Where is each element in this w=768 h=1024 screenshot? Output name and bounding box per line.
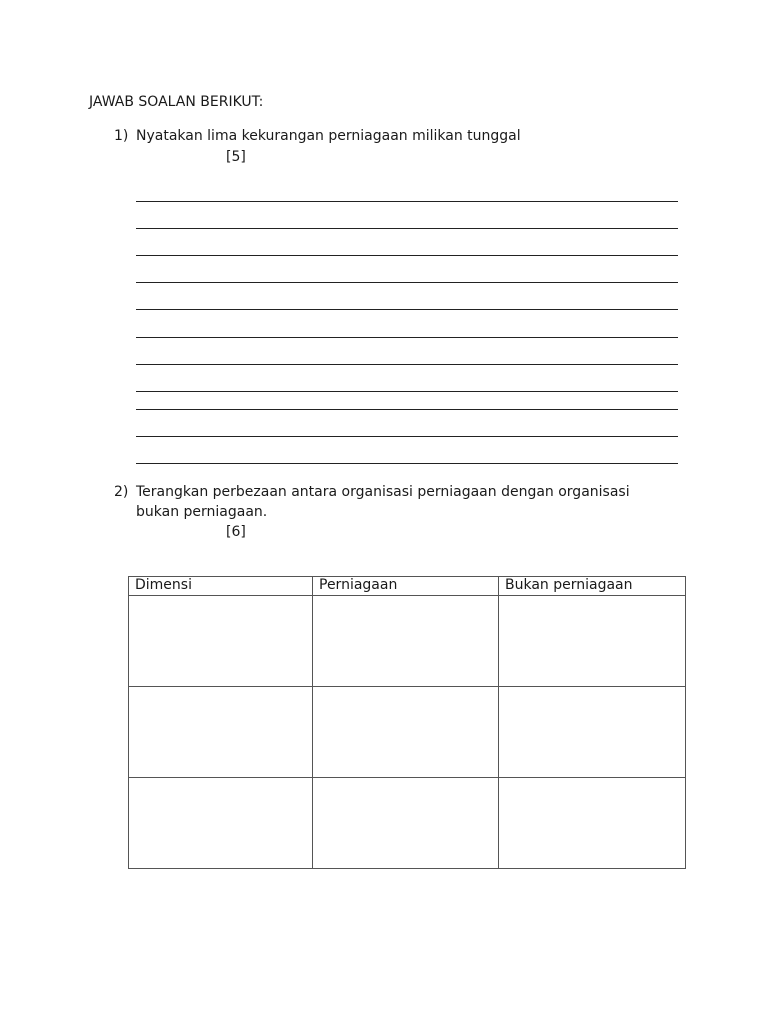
worksheet-heading: JAWAB SOALAN BERIKUT: [89, 94, 264, 110]
question-2-text [136, 482, 630, 522]
table-cell[interactable] [499, 687, 686, 778]
question-2-line-2: bukan perniagaan. [136, 504, 268, 520]
answer-line[interactable] [136, 409, 678, 410]
comparison-table [128, 576, 686, 869]
table-cell[interactable] [313, 778, 499, 869]
table-header-row [129, 577, 686, 596]
column-header-perniagaan: Perniagaan [313, 577, 499, 596]
table-cell[interactable] [129, 778, 313, 869]
question-1-line-1: Nyatakan lima kekurangan perniagaan milikan tunggal [136, 128, 521, 144]
question-2-line-1: Terangkan perbezaan antara organisasi perniagaan dengan organisasi [136, 484, 630, 500]
table-cell[interactable] [499, 778, 686, 869]
table-row [129, 687, 686, 778]
question-2-number: 2) [114, 484, 129, 500]
question-2-marks: [6] [226, 524, 246, 540]
answer-line[interactable] [136, 436, 678, 437]
question-1-number: 1) [114, 128, 129, 144]
answer-line[interactable] [136, 228, 678, 229]
question-1-marks: [5] [226, 149, 246, 165]
table-row [129, 778, 686, 869]
answer-line[interactable] [136, 255, 678, 256]
answer-line[interactable] [136, 309, 678, 310]
table-row [129, 596, 686, 687]
table-cell[interactable] [499, 596, 686, 687]
answer-line[interactable] [136, 364, 678, 365]
column-header-dimensi: Dimensi [129, 577, 313, 596]
answer-line[interactable] [136, 391, 678, 392]
table-cell[interactable] [313, 596, 499, 687]
table-cell[interactable] [313, 687, 499, 778]
answer-line[interactable] [136, 201, 678, 202]
table-cell[interactable] [129, 687, 313, 778]
answer-line[interactable] [136, 337, 678, 338]
table-cell[interactable] [129, 596, 313, 687]
answer-line[interactable] [136, 463, 678, 464]
column-header-bukan-perniagaan: Bukan perniagaan [499, 577, 686, 596]
question-1-text [136, 126, 521, 146]
answer-line[interactable] [136, 282, 678, 283]
